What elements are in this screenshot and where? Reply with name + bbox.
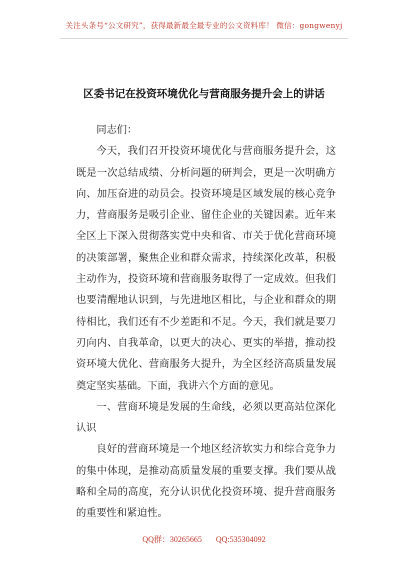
qq-group-text: QQ群：30265665 bbox=[142, 535, 202, 544]
salutation: 同志们： bbox=[96, 125, 138, 136]
qq-number-text: QQ:535304092 bbox=[215, 535, 266, 544]
header-banner: 关注头条号“公文研究”，获得最新最全最专业的公文资料库！ 微信：gongwenyj bbox=[65, 21, 343, 30]
paragraph-section-1: 良好的营商环境是一个地区经济软实力和综合竞争力的集中体现，是推动高质量发展的重要支撑。我们要从战略和全局的高度，充分认识优化投资环境、提升营商服务的重要性和紧迫性。 bbox=[76, 444, 336, 520]
section-heading-1: 一、营商环境是发展的生命线，必须以更高站位深化认识 bbox=[76, 401, 336, 435]
document-title: 区委书记在投资环境优化与营商服务提升会上的讲话 bbox=[83, 88, 325, 100]
document-body bbox=[76, 120, 336, 525]
paragraph-intro: 今天，我们召开投资环境优化与营商服务提升会，这既是一次总结成绩、分析问题的研判会，更是一次明确方向、加压奋进的动员会。投资环境是区域发展的核心竞争力，营商服务是吸引企业、留住企业的关键因素。近年来全区上下深入贯彻落实党中央和省、市关于优化营商环境的决策部署，聚焦企业和群众需求，持续深化改革，积极主动作为，投资环境和营商服务取得了一定成效。但我们也要清醒地认识到，与先进地区相比，与企业和群众的期待相比，我们还有不少差距和不足。今天，我们就是要刀刃向内、自我革命，以更大的决心、更实的举措，推动投资环境大优化、营商服务大提升，为全区经济高质量发展奠定坚实基础。下面，我讲六个方面的意见。 bbox=[76, 146, 336, 392]
header-divider bbox=[60, 38, 348, 39]
footer-contact bbox=[0, 534, 408, 545]
